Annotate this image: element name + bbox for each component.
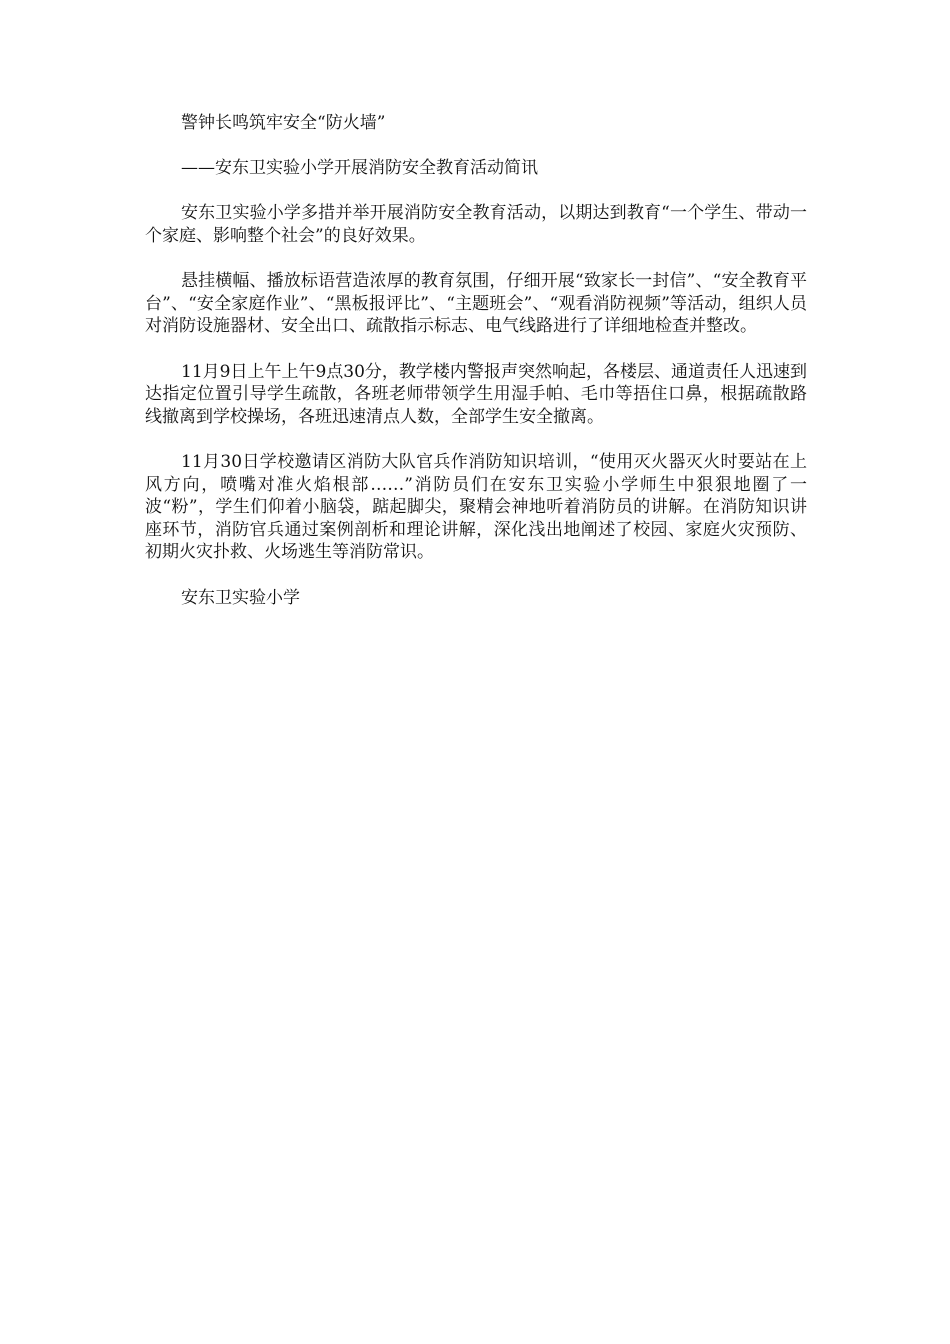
- document-body: [145, 112, 807, 632]
- paragraph-training: 11月30日学校邀请区消防大队官兵作消防知识培训，“使用灭火器灭火时要站在上风方向，喷嘴对准火焰根部……”消防员们在安东卫实验小学师生中狠狠地圈了一波“粉”，学生们仰着小脑袋，踮起脚尖，聚精会神地听着消防员的讲解。在消防知识讲座环节，消防官兵通过案例剖析和理论讲解，深化浅出地阐述了校园、家庭火灾预防、初期火灾扑救、火场逃生等消防常识。: [145, 452, 807, 562]
- signature: 安东卫实验小学: [181, 587, 300, 608]
- paragraph-drill: 11月9日上午上午9点30分，教学楼内警报声突然响起，各楼层、通道责任人迅速到达指定位置引导学生疏散，各班老师带领学生用湿手帕、毛巾等捂住口鼻，根据疏散路线撤离到学校操场，各班迅速清点人数，全部学生安全撤离。: [145, 361, 807, 427]
- document-subtitle: ——安东卫实验小学开展消防安全教育活动简讯: [181, 157, 538, 178]
- paragraph-intro: 安东卫实验小学多措并举开展消防安全教育活动，以期达到教育“一个学生、带动一个家庭、影响整个社会”的良好效果。: [145, 203, 807, 246]
- document-title: 警钟长鸣筑牢安全“防火墙”: [181, 113, 386, 133]
- paragraph-activities: 悬挂横幅、播放标语营造浓厚的教育氛围，仔细开展“致家长一封信”、“安全教育平台”、“安全家庭作业”、“黑板报评比”、“主题班会”、“观看消防视频”等活动，组织人员对消防设施器材、安全出口、疏散指示标志、电气线路进行了详细地检查并整改。: [145, 271, 807, 336]
